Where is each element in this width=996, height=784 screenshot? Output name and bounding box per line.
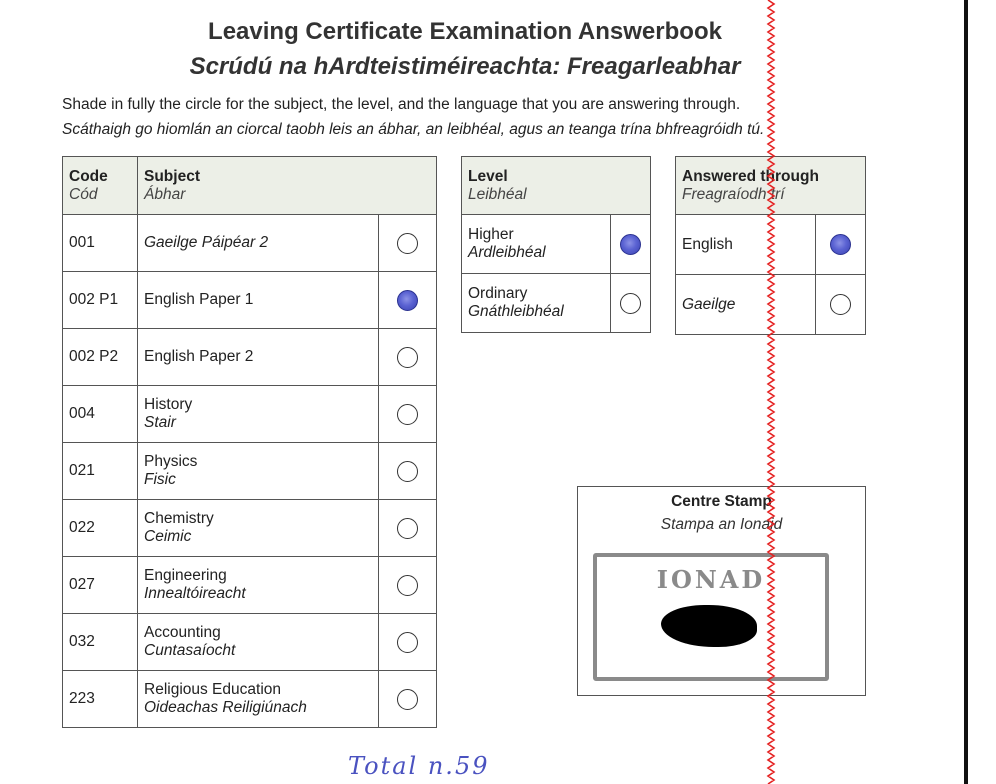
language-radio-gaeilge[interactable] (830, 294, 851, 315)
subject-name-irish: Stair (144, 414, 176, 431)
subject-row (63, 557, 437, 614)
subject-code: 002 P1 (63, 272, 138, 329)
subject-option (379, 386, 437, 443)
language-name-english: English (682, 235, 733, 253)
level-name-irish: Ardleibhéal (468, 244, 546, 261)
subject-option (379, 671, 437, 728)
subject-radio-223[interactable] (397, 689, 418, 710)
subject-code: 032 (63, 614, 138, 671)
subject-row (63, 386, 437, 443)
subject-row (63, 671, 437, 728)
subject-name (138, 557, 379, 614)
subject-row (63, 272, 437, 329)
subject-radio-002-p1[interactable] (397, 290, 418, 311)
subject-row (63, 215, 437, 272)
subject-name (138, 443, 379, 500)
subject-radio-027[interactable] (397, 575, 418, 596)
language-name (676, 275, 816, 335)
page-title-irish: Scrúdú na hArdteistiméireachta: Freagarleabhar (189, 53, 741, 80)
language-name-irish: Gaeilge (682, 295, 736, 313)
centre-stamp-subtitle: Stampa an Ionaid (660, 516, 783, 533)
level-option (611, 274, 651, 333)
centre-stamp-box (577, 486, 866, 696)
subject-name-irish: Gaeilge Páipéar 2 (144, 234, 269, 251)
language-option (816, 275, 866, 335)
subject-code: 021 (63, 443, 138, 500)
language-radio-english[interactable] (830, 234, 851, 255)
level-radio-higher[interactable] (620, 234, 641, 255)
answered-through-label: Answered through (682, 167, 819, 185)
subject-name (138, 329, 379, 386)
subject-name-irish: Innealtóireacht (144, 585, 246, 602)
subject-name (138, 386, 379, 443)
subject-code: 223 (63, 671, 138, 728)
subject-name-irish: Oideachas Reiligiúnach (144, 699, 307, 716)
subject-option (379, 614, 437, 671)
level-name-irish: Gnáthleibhéal (468, 303, 564, 320)
subject-radio-022[interactable] (397, 518, 418, 539)
ink-stamp (593, 553, 829, 681)
subject-name (138, 500, 379, 557)
subject-name-english: Chemistry (144, 510, 214, 527)
language-option (816, 215, 866, 275)
subject-radio-002-p2[interactable] (397, 347, 418, 368)
subject-option (379, 329, 437, 386)
code-header-label: Code (69, 167, 108, 185)
page-edge-border (964, 0, 968, 784)
page-title: Leaving Certificate Examination Answerbook (208, 18, 722, 45)
level-name (462, 215, 611, 274)
level-radio-ordinary[interactable] (620, 293, 641, 314)
level-name (462, 274, 611, 333)
answered-through-label-irish: Freagraíodh trí (682, 185, 785, 203)
subject-radio-001[interactable] (397, 233, 418, 254)
subject-code: 002 P2 (63, 329, 138, 386)
subject-code: 001 (63, 215, 138, 272)
stamp-text: IONAD (656, 565, 766, 594)
subject-option (379, 443, 437, 500)
level-header-label: Level (468, 167, 508, 185)
subject-header-label: Subject (144, 167, 200, 185)
language-name (676, 215, 816, 275)
subject-option (379, 215, 437, 272)
red-zigzag-line (764, 0, 778, 784)
subject-radio-021[interactable] (397, 461, 418, 482)
subject-table (62, 156, 437, 728)
level-table (461, 156, 651, 333)
subject-option (379, 557, 437, 614)
level-name-english: Ordinary (468, 285, 528, 302)
subject-row (63, 500, 437, 557)
level-header-label-irish: Leibhéal (468, 185, 527, 203)
subject-option (379, 272, 437, 329)
subject-header (138, 157, 437, 215)
subject-name (138, 671, 379, 728)
subject-name-english: English Paper 2 (144, 348, 254, 365)
subject-code: 022 (63, 500, 138, 557)
subject-header-label-irish: Ábhar (144, 185, 186, 203)
level-table-header (462, 157, 651, 215)
subject-name (138, 272, 379, 329)
subject-radio-004[interactable] (397, 404, 418, 425)
instructions-english: Shade in fully the circle for the subject, the level, and the language that you are answering through. (62, 96, 741, 113)
subject-name-english: English Paper 1 (144, 291, 254, 308)
subject-table-header (63, 157, 437, 215)
subject-row (63, 443, 437, 500)
subject-code: 004 (63, 386, 138, 443)
subject-radio-032[interactable] (397, 632, 418, 653)
centre-stamp-title: Centre Stamp (671, 493, 772, 510)
subject-name (138, 215, 379, 272)
subject-name (138, 614, 379, 671)
code-header-label-irish: Cód (69, 185, 98, 203)
code-header (63, 157, 138, 215)
handwritten-note: Total n.59 (348, 752, 490, 780)
subject-name-irish: Fisic (144, 471, 176, 488)
subject-row (63, 614, 437, 671)
level-name-english: Higher (468, 226, 514, 243)
subject-name-english: History (144, 396, 193, 413)
subject-name-irish: Cuntasaíocht (144, 642, 236, 659)
level-row (462, 274, 651, 333)
redaction-blot (661, 605, 757, 647)
level-header (462, 157, 651, 215)
instructions-irish: Scáthaigh go hiomlán an ciorcal taobh leis an ábhar, an leibhéal, agus an teanga trína bhfreagróidh tú. (62, 121, 765, 138)
subject-name-english: Accounting (144, 624, 221, 641)
subject-name-english: Physics (144, 453, 198, 470)
level-row (462, 215, 651, 274)
subject-name-irish: Ceimic (144, 528, 192, 545)
subject-code: 027 (63, 557, 138, 614)
subject-row (63, 329, 437, 386)
level-option (611, 215, 651, 274)
subject-option (379, 500, 437, 557)
subject-name-english: Engineering (144, 567, 227, 584)
subject-name-english: Religious Education (144, 681, 282, 698)
